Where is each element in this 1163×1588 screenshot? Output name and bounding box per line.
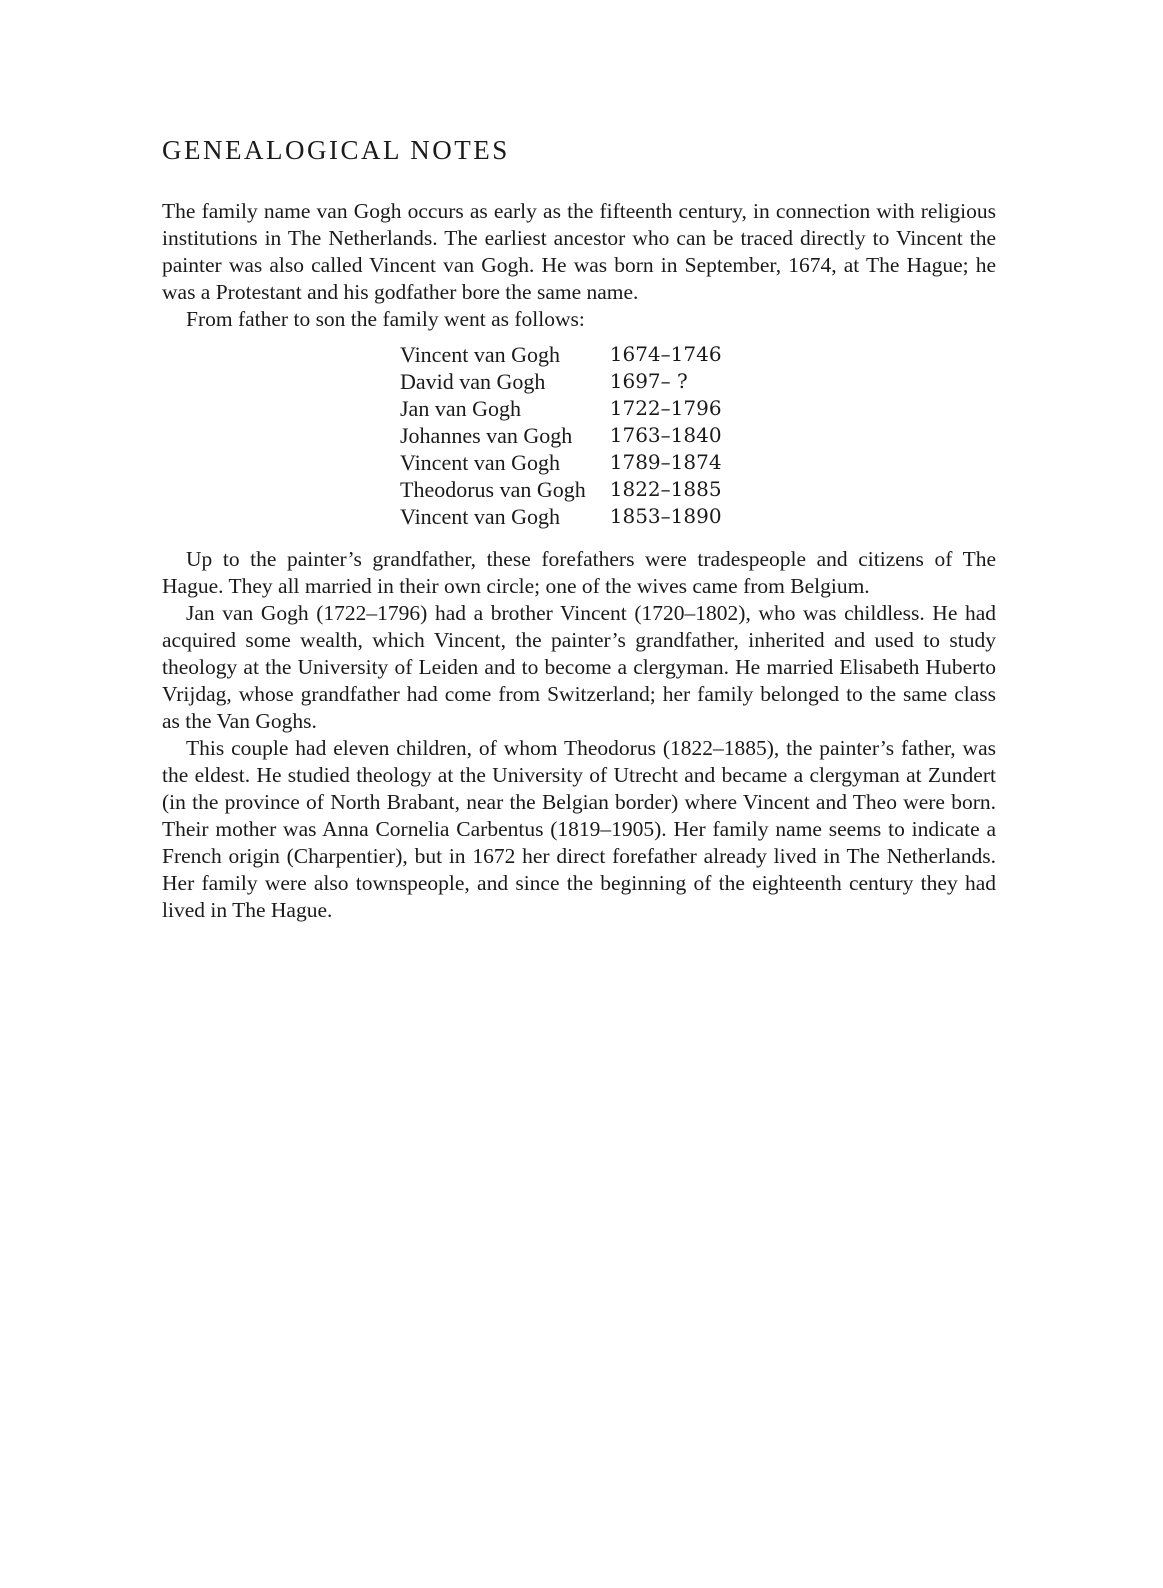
- lineage-dates: 1763–1840: [609, 423, 722, 448]
- lineage-name: Vincent van Gogh: [400, 342, 560, 368]
- lineage-dates: 1789–1874: [609, 450, 722, 475]
- lineage-row: [400, 395, 722, 422]
- lineage-row: [400, 368, 722, 395]
- lineage-intro-paragraph: From father to son the family went as follows:: [186, 307, 585, 332]
- lineage-row: [400, 476, 722, 503]
- intro-paragraph: The family name van Gogh occurs as early as the fifteenth century, in connection with religious institutions in The Netherlands. The earliest ancestor who can be traced directly to Vincent the painter was also called Vincent van Gogh. He was born in September, 1674, at The Hague; he was a Protestant and his godfather bore the same name.: [162, 199, 996, 305]
- lineage-dates: 1722–1796: [609, 396, 722, 421]
- lineage-dates: 1674–1746: [609, 342, 722, 367]
- lineage-name: Theodorus van Gogh: [400, 477, 586, 503]
- lineage-dates: 1697– ?: [609, 369, 688, 394]
- lineage-row: [400, 341, 722, 368]
- jan-van-gogh-paragraph: Jan van Gogh (1722–1796) had a brother Vincent (1720–1802), who was childless. He had acquired some wealth, which Vincent, the painter’s grandfather, inherited and used to study theology at the University of Leiden and to become a clergyman. He married Elisabeth Huberto Vrijdag, whose grandfather had come from Switzerland; her family belonged to the same class as the Van Goghs.: [162, 601, 996, 734]
- lineage-row: [400, 503, 722, 530]
- page-title: GENEALOGICAL NOTES: [162, 135, 510, 165]
- lineage-dates: 1822–1885: [609, 477, 722, 502]
- lineage-name: Johannes van Gogh: [400, 423, 573, 449]
- lineage-row: [400, 449, 722, 476]
- lineage-name: Vincent van Gogh: [400, 504, 560, 530]
- lineage-name: David van Gogh: [400, 369, 546, 395]
- lineage-name: Jan van Gogh: [400, 396, 521, 422]
- document-page: [162, 134, 996, 924]
- forefathers-paragraph: Up to the painter’s grandfather, these forefathers were tradespeople and citizens of The Hague. They all married in their own circle; one of the wives came from Belgium.: [162, 547, 996, 599]
- lineage-name: Vincent van Gogh: [400, 450, 560, 476]
- lineage-table: [400, 341, 722, 530]
- lineage-row: [400, 422, 722, 449]
- lineage-dates: 1853–1890: [609, 504, 722, 529]
- theodorus-paragraph: This couple had eleven children, of whom Theodorus (1822–1885), the painter’s father, was the eldest. He studied theology at the University of Utrecht and became a clergyman at Zundert (in the province of North Brabant, near the Belgian border) where Vincent and Theo were born. Their mother was Anna Cornelia Carbentus (1819–1905). Her family name seems to indicate a French origin (Charpentier), but in 1672 her direct forefather already lived in The Netherlands. Her family were also townspeople, and since the beginning of the eighteenth century they had lived in The Hague.: [162, 736, 996, 923]
